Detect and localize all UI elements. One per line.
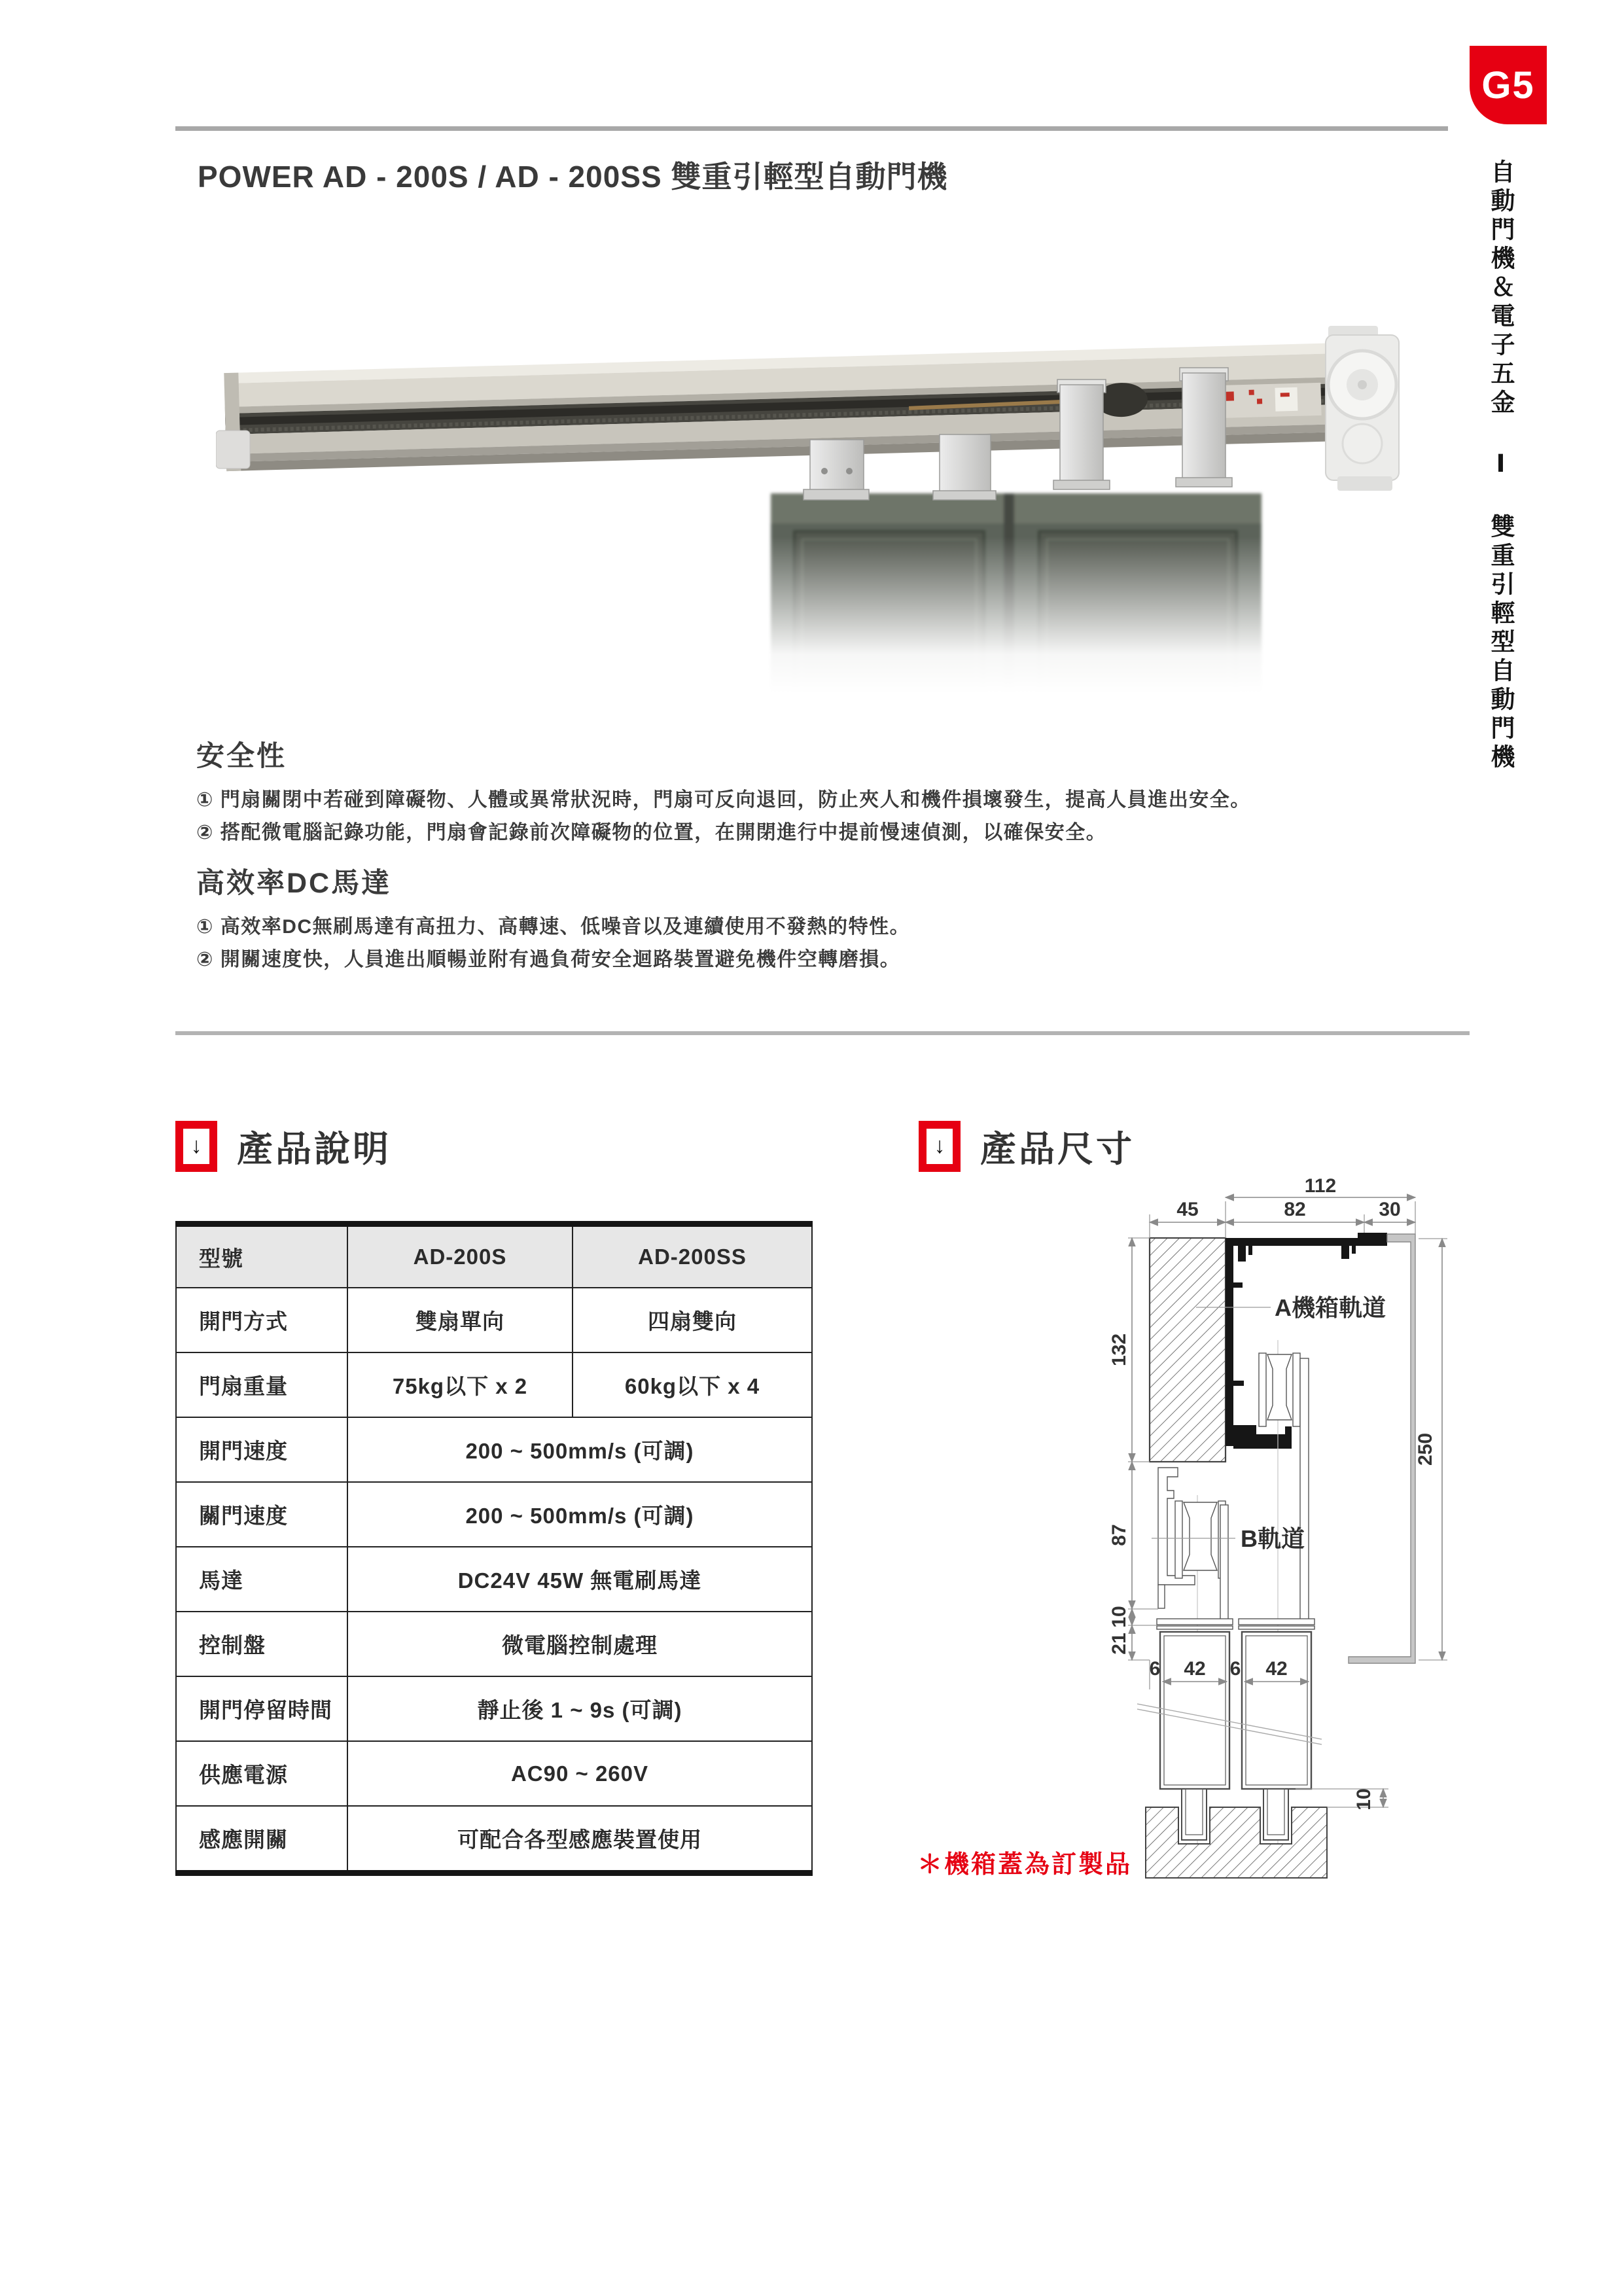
- section-marker-icon: [175, 1121, 217, 1172]
- spec-value: AC90 ~ 260V: [347, 1741, 812, 1806]
- spec-label: 門扇重量: [176, 1352, 347, 1417]
- product-description-title: 產品說明: [237, 1129, 392, 1169]
- dc-motor-item: ② 開關速度快，人員進出順暢並附有過負荷安全迴路裝置避免機件空轉磨損。: [196, 949, 901, 970]
- spec-value: 75kg以下 x 2: [347, 1352, 573, 1417]
- spec-row: [176, 1547, 812, 1612]
- spec-label: 開門速度: [176, 1417, 347, 1482]
- spec-value: 四扇雙向: [573, 1288, 812, 1352]
- custom-cover-note: ＊機箱蓋為訂製品: [917, 1851, 1133, 1879]
- spec-value: 雙扇單向: [347, 1288, 573, 1352]
- spec-label: 感應開關: [176, 1806, 347, 1873]
- control-unit: [1216, 383, 1321, 418]
- dim-box-height: 132: [1108, 1333, 1130, 1367]
- dim-total-width: 112: [1304, 1175, 1337, 1197]
- sidebar-vertical-title: 自動門機＆電子五金 Ⅰ 雙重引輕型自動門機: [1487, 159, 1514, 773]
- page-code: G5: [1481, 63, 1535, 107]
- dim-cover: 30: [1379, 1199, 1401, 1220]
- dim-door-width: 42: [1184, 1658, 1206, 1680]
- product-photo: [216, 275, 1400, 694]
- b-track-label: B軌道: [1241, 1525, 1305, 1552]
- spec-value: 微電腦控制處理: [347, 1612, 812, 1676]
- dim-total-height: 250: [1415, 1432, 1436, 1466]
- safety-item: ① 門扇關閉中若碰到障礙物、人體或異常狀況時，門扇可反向退回，防止夾人和機件損壞發生，提高人員進出安全。: [196, 789, 1251, 811]
- spec-value: 靜止後 1 ~ 9s (可調): [347, 1676, 812, 1741]
- arrow-down-icon: ↓: [183, 1129, 209, 1164]
- dim-box: 82: [1284, 1199, 1306, 1220]
- spec-row: [176, 1288, 812, 1352]
- spec-header-model-1: AD-200S: [347, 1224, 573, 1288]
- spec-label: 關門速度: [176, 1482, 347, 1547]
- spec-value: 60kg以下 x 4: [573, 1352, 812, 1417]
- spec-value: 200 ~ 500mm/s (可調): [347, 1482, 812, 1547]
- dim-wall: 45: [1176, 1199, 1199, 1220]
- a-track-label: A機箱軌道: [1275, 1294, 1386, 1321]
- safety-section: [196, 734, 1459, 847]
- motor-housing: [1326, 326, 1399, 491]
- door-hanger-rails: [1157, 1619, 1315, 1629]
- section-marker-icon: [919, 1121, 961, 1172]
- spec-row: [176, 1482, 812, 1547]
- dc-motor-heading: 高效率DC馬達: [196, 868, 392, 899]
- wall-hatch: [1150, 1238, 1226, 1462]
- dimension-diagram: [1060, 1165, 1479, 1898]
- safety-item: ② 搭配微電腦記錄功能，門扇會記錄前次障礙物的位置，在開閉進行中提前慢速偵測，以確保安全。: [196, 822, 1107, 843]
- spec-table: [175, 1221, 813, 1876]
- spec-label: 開門停留時間: [176, 1676, 347, 1741]
- dim-gap10: 10: [1108, 1606, 1130, 1628]
- page-code-badge: [1470, 46, 1547, 124]
- spec-row: [176, 1352, 812, 1417]
- spec-label: 控制盤: [176, 1612, 347, 1676]
- spec-label: 開門方式: [176, 1288, 347, 1352]
- dc-motor-item: ① 高效率DC無刷馬達有高扭力、高轉速、低噪音以及連續使用不發熱的特性。: [196, 916, 911, 938]
- spec-value: DC24V 45W 無電刷馬達: [347, 1547, 812, 1612]
- roller-a: [1259, 1353, 1309, 1621]
- product-dimensions-title: 產品尺寸: [980, 1129, 1135, 1169]
- dim-door-width: 42: [1265, 1658, 1288, 1680]
- spec-header-model-2: AD-200SS: [573, 1224, 812, 1288]
- end-mount-bracket: [216, 431, 250, 468]
- dc-motor-section: [196, 861, 1459, 974]
- dim-b-track-height: 87: [1108, 1524, 1130, 1546]
- dim-floor-gap: 10: [1353, 1788, 1375, 1810]
- floor-hatch: [1146, 1807, 1327, 1878]
- dim-door-gap: 6: [1149, 1658, 1161, 1680]
- spec-row: [176, 1612, 812, 1676]
- middle-divider: [175, 1031, 1470, 1035]
- spec-header-row: [176, 1224, 812, 1288]
- photo-fade: [752, 537, 1289, 694]
- top-divider: [175, 126, 1448, 131]
- spec-row: [176, 1417, 812, 1482]
- product-description-header: [175, 1120, 391, 1172]
- dim-door-gap: 6: [1229, 1658, 1241, 1680]
- spec-row: [176, 1741, 812, 1806]
- spec-value: 200 ~ 500mm/s (可調): [347, 1417, 812, 1482]
- safety-heading: 安全性: [196, 741, 287, 772]
- spec-row: [176, 1676, 812, 1741]
- spec-header-label: 型號: [176, 1224, 347, 1288]
- dim-gap21: 21: [1108, 1633, 1130, 1655]
- roller-b: [1175, 1501, 1228, 1621]
- spec-row: [176, 1806, 812, 1873]
- page-title: POWER AD - 200S / AD - 200SS 雙重引輕型自動門機: [198, 160, 948, 194]
- spec-value: 可配合各型感應裝置使用: [347, 1806, 812, 1873]
- door-operator-rail: [224, 343, 1338, 471]
- spec-label: 馬達: [176, 1547, 347, 1612]
- spec-label: 供應電源: [176, 1741, 347, 1806]
- arrow-down-icon: ↓: [927, 1129, 953, 1164]
